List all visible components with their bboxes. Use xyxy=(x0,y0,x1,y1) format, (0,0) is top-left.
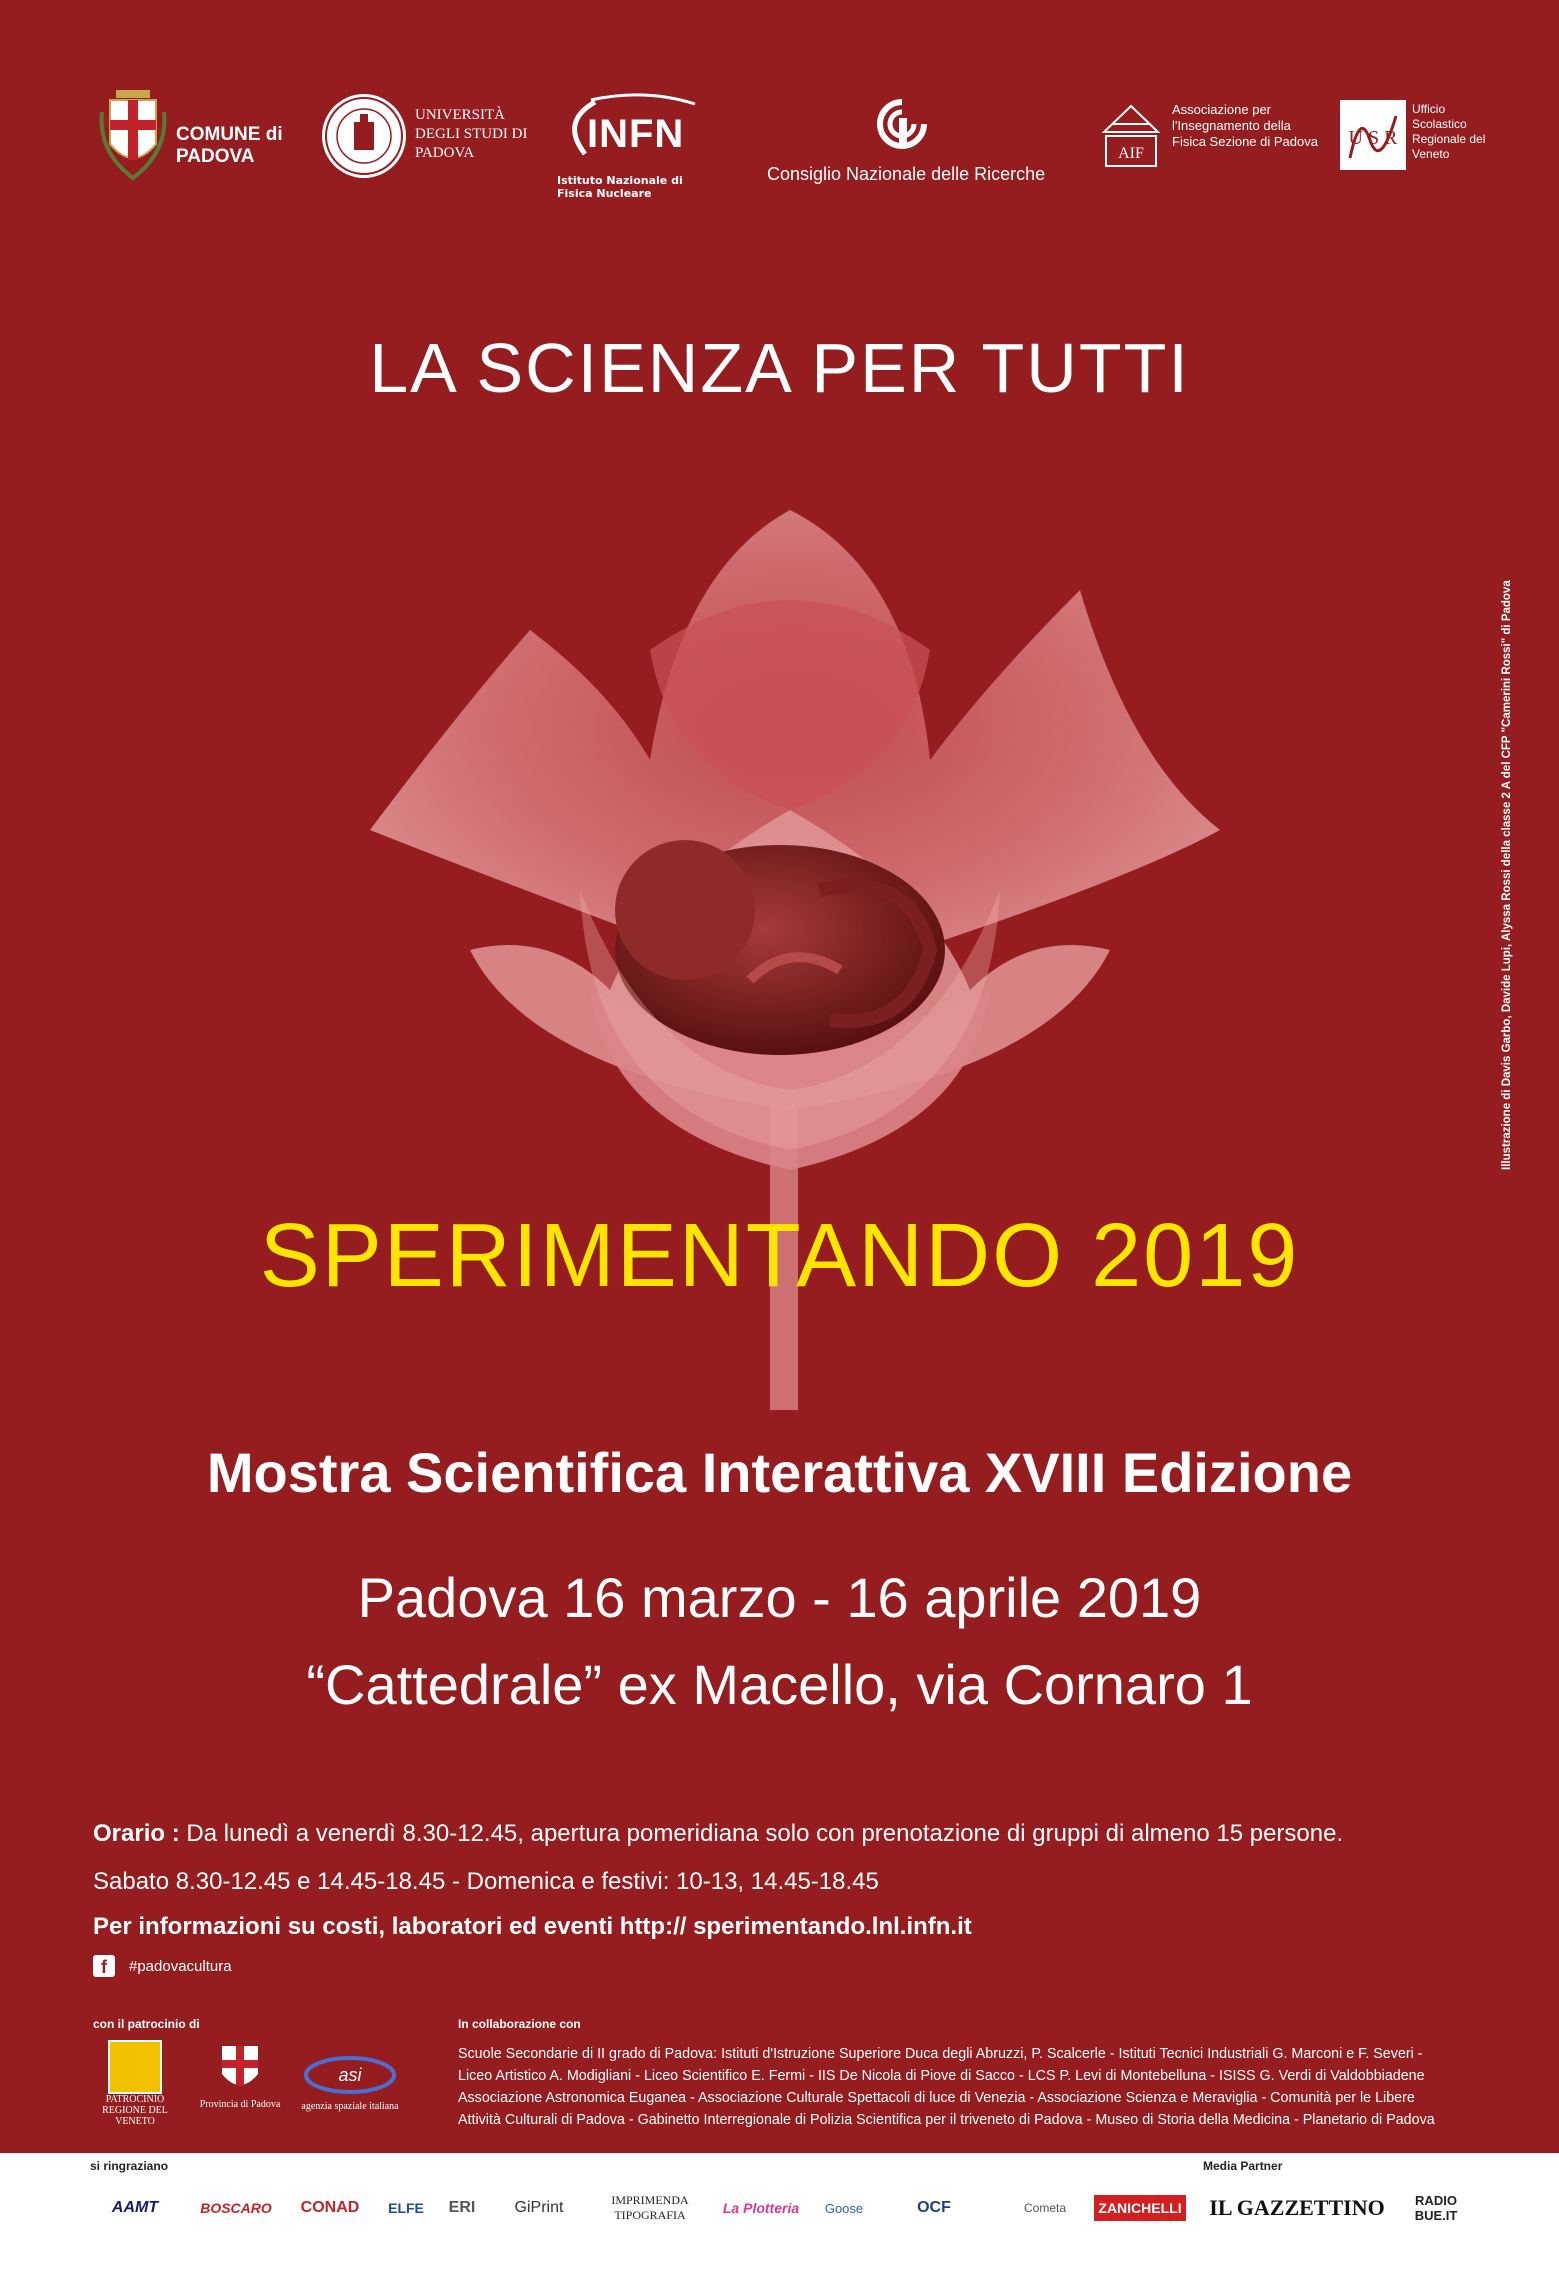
infn-logo xyxy=(555,92,715,202)
asi-emblem-icon xyxy=(302,2052,398,2098)
tagline: LA SCIENZA PER TUTTI xyxy=(369,329,1190,407)
weekend-hours: Sabato 8.30-12.45 e 14.45-18.45 - Domenica e festivi: 10-13, 14.45-18.45 xyxy=(93,1868,879,1895)
asi-logo xyxy=(300,2052,400,2112)
infn-acronym: INFN xyxy=(587,112,685,156)
facebook-icon[interactable]: f xyxy=(93,1955,115,1977)
collaboration-line: Scuole Secondarie di II grado di Padova: Istituti d'Istruzione Superiore Duca degli Abruzzi, P. Scalcerle - Istituti Tecnici Industriali G. Marconi e F. Severi - xyxy=(458,2046,1423,2062)
provincia-crest-icon xyxy=(218,2040,262,2096)
comune-crest-icon xyxy=(98,82,168,182)
svg-text:AIF: AIF xyxy=(1118,145,1144,162)
collaboration-line: Liceo Artistico A. Modigliani - Liceo Scientifico E. Fermi - IIS De Nicola di Piove di Sacco - LCS P. Levi di Montebelluna - ISISS G. Verdi di Valdobbiadene xyxy=(458,2068,1425,2084)
hashtag-text: #padovacultura xyxy=(129,1958,232,1975)
sponsor-eri-logo: ERI xyxy=(448,2199,476,2216)
hours-text: Da lunedì a venerdì 8.30-12.45, apertura pomeridiana solo con prenotazione di gruppi di almeno 15 persone. xyxy=(179,1820,1344,1847)
hours-line xyxy=(93,1820,1343,1848)
event-dates: Padova 16 marzo - 16 aprile 2019 xyxy=(357,1566,1202,1629)
sponsor-giprint-logo: GiPrint xyxy=(514,2199,564,2216)
patronage-logos xyxy=(95,2040,415,2140)
provincia-padova-logo xyxy=(195,2040,285,2110)
thanks-label: si ringraziano xyxy=(90,2159,169,2173)
veneto-lion-icon xyxy=(108,2040,162,2094)
svg-text:asi: asi xyxy=(338,2065,362,2085)
svg-text:U S R: U S R xyxy=(1348,127,1398,149)
usr-emblem-icon xyxy=(1340,100,1406,170)
event-venue: “Cattedrale” ex Macello, via Cornaro 1 xyxy=(306,1653,1253,1716)
veneto-text: PATROCINIO REGIONE DEL VENETO xyxy=(102,2094,168,2127)
sponsor-conad-logo: CONAD xyxy=(300,2199,360,2216)
contact-info[interactable]: Per informazioni su costi, laboratori ed eventi http:// sperimentando.lnl.infn.it xyxy=(93,1913,972,1940)
unipd-seal-icon xyxy=(320,92,408,180)
patronage-label: con il patrocinio di xyxy=(93,2017,200,2031)
sponsor-plotteria-logo: La Plotteria xyxy=(722,2200,800,2216)
sponsor-aamt-logo: AAMT xyxy=(111,2199,159,2216)
provincia-text: Provincia di Padova xyxy=(199,2099,281,2110)
cnr-emblem-icon xyxy=(875,98,929,150)
comune-text: COMUNE di PADOVA xyxy=(176,124,283,167)
collaboration-line: Associazione Astronomica Euganea - Associazione Culturale Spettacoli di luce di Venezia - Associazione Scienza e Meraviglia - Comunità per le Libere xyxy=(458,2090,1415,2106)
collaboration-label: In collaborazione con xyxy=(458,2017,581,2031)
asi-text: agenzia spaziale italiana xyxy=(301,2101,399,2112)
sponsor-zanichelli-logo: ZANICHELLI xyxy=(1094,2195,1186,2221)
media-radiobue-logo: RADIO BUE.IT xyxy=(1414,2193,1458,2223)
regione-veneto-logo xyxy=(95,2040,175,2127)
unipd-text: UNIVERSITÀ DEGLI STUDI DI PADOVA xyxy=(415,107,528,161)
sponsor-ocf-logo: OCF xyxy=(917,2199,951,2216)
infn-fullname: Istituto Nazionale di Fisica Nucleare xyxy=(557,174,683,200)
sponsor-imprimenda-logo: IMPRIMENDA TIPOGRAFIA xyxy=(611,2193,689,2222)
credit-text: Illustrazione di Davis Garbo, Davide Lupi, Alyssa Rossi della classe 2 A del CFP "Camerini Rossi" di Padova xyxy=(1501,580,1513,1170)
media-partner-label: Media Partner xyxy=(1203,2159,1283,2173)
illustration-credit xyxy=(1495,500,1515,1180)
sponsor-band xyxy=(0,2153,1559,2295)
cnr-text: Consiglio Nazionale delle Ricerche xyxy=(767,164,1046,184)
collaboration-list xyxy=(458,2043,1478,2131)
collaboration-line: Attività Culturali di Padova - Gabinetto Interregionale di Polizia Scientifica per il triveneto di Padova - Museo di Storia della Medicina - Planetario di Padova xyxy=(458,2112,1435,2128)
aif-emblem-icon xyxy=(1100,102,1162,172)
event-title: SPERIMENTANDO 2019 xyxy=(259,1206,1300,1306)
sponsor-boscaro-logo: BOSCARO xyxy=(200,2200,272,2216)
sponsor-cometa-logo: Cometa xyxy=(1023,2201,1067,2215)
edition-subtitle: Mostra Scientifica Interattiva XVIII Edizione xyxy=(206,1441,1353,1504)
usr-text: Ufficio Scolastico Regionale del Veneto xyxy=(1412,102,1486,161)
media-gazzettino-logo: IL GAZZETTINO xyxy=(1209,2195,1385,2220)
hours-label: Orario : xyxy=(93,1820,180,1847)
partner-logos xyxy=(0,70,1559,200)
sponsor-goose-logo: Goose xyxy=(824,2200,864,2216)
sponsor-elfe-logo: ELFE xyxy=(388,2200,424,2216)
aif-text: Associazione per l'Insegnamento della Fisica Sezione di Padova xyxy=(1172,102,1318,149)
